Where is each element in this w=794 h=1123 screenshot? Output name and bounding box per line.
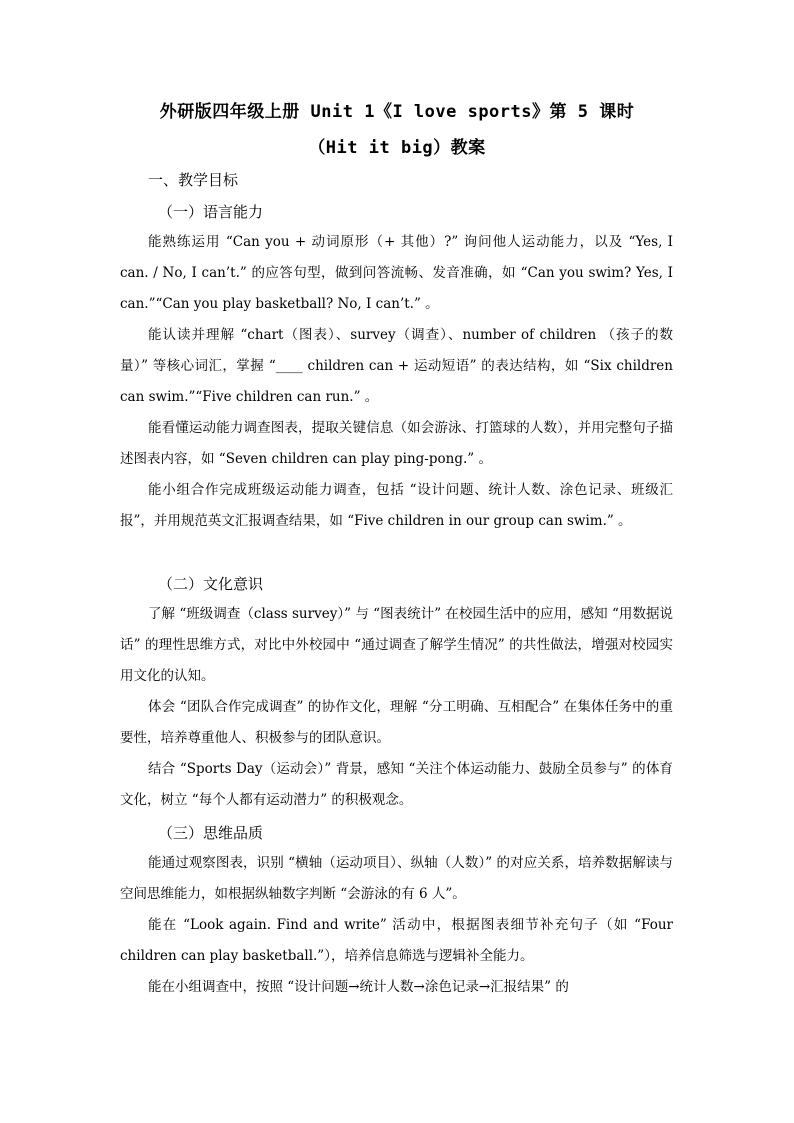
subheading-language-ability: （一）语言能力	[158, 203, 264, 221]
paragraph: 能在 “Look again. Find and write” 活动中，根据图表细节补充句子（如 “Four children can play basketball.”），培养信息筛选与逻辑补全能力。	[120, 917, 673, 964]
subheading-thinking-quality: （三）思维品质	[158, 824, 264, 842]
paragraph: 能熟练运用 “Can you + 动词原形（+ 其他）?” 询问他人运动能力，以及 “Yes, I can. / No, I can’t.” 的应答句型，做到问答流畅、发音准确，如 “Can you swim? Yes, I can.”“Can you play basketball? No, I can’t.” 。	[120, 234, 673, 312]
subheading-cultural-awareness: （二）文化意识	[158, 575, 264, 593]
paragraph: 能认读并理解 “chart（图表）、survey（调查）、number of children （孩子的数量）” 等核心词汇，掌握 “____ children can + 运动短语” 的表达结构，如 “Six children can swim.”“Five children can run.” 。	[120, 327, 673, 405]
paragraph: 能通过观察图表，识别 “横轴（运动项目）、纵轴（人数）” 的对应关系，培养数据解读与空间思维能力，如根据纵轴数字判断 “会游泳的有 6 人”。	[120, 855, 673, 902]
paragraph: 了解 “班级调查（class survey）” 与 “图表统计” 在校园生活中的应用，感知 “用数据说话” 的理性思维方式，对比中外校园中 “通过调查了解学生情况” 的共性做法，增强对校园实用文化的认知。	[120, 606, 673, 684]
paragraph: 能在小组调查中，按照 “设计问题→统计人数→涂色记录→汇报结果” 的	[148, 979, 569, 995]
paragraph: 能看懂运动能力调查图表，提取关键信息（如会游泳、打篮球的人数），并用完整句子描述图表内容，如 “Seven children can play ping-pong.” 。	[120, 420, 673, 467]
document-subtitle: （Hit it big）教案	[308, 138, 486, 158]
paragraph: 体会 “团队合作完成调查” 的协作文化，理解 “分工明确、互相配合” 在集体任务中的重要性，培养尊重他人、积极参与的团队意识。	[120, 699, 673, 746]
document-title: 外研版四年级上册 Unit 1《I love sports》第 5 课时	[159, 102, 635, 122]
paragraph: 能小组合作完成班级运动能力调查，包括 “设计问题、统计人数、涂色记录、班级汇报”，并用规范英文汇报调查结果，如 “Five children in our group can swim.” 。	[120, 482, 673, 529]
paragraph: 结合 “Sports Day（运动会）” 背景，感知 “关注个体运动能力、鼓励全员参与” 的体育文化，树立 “每个人都有运动潜力” 的积极观念。	[120, 761, 673, 808]
section-heading-objectives: 一、教学目标	[148, 171, 239, 189]
